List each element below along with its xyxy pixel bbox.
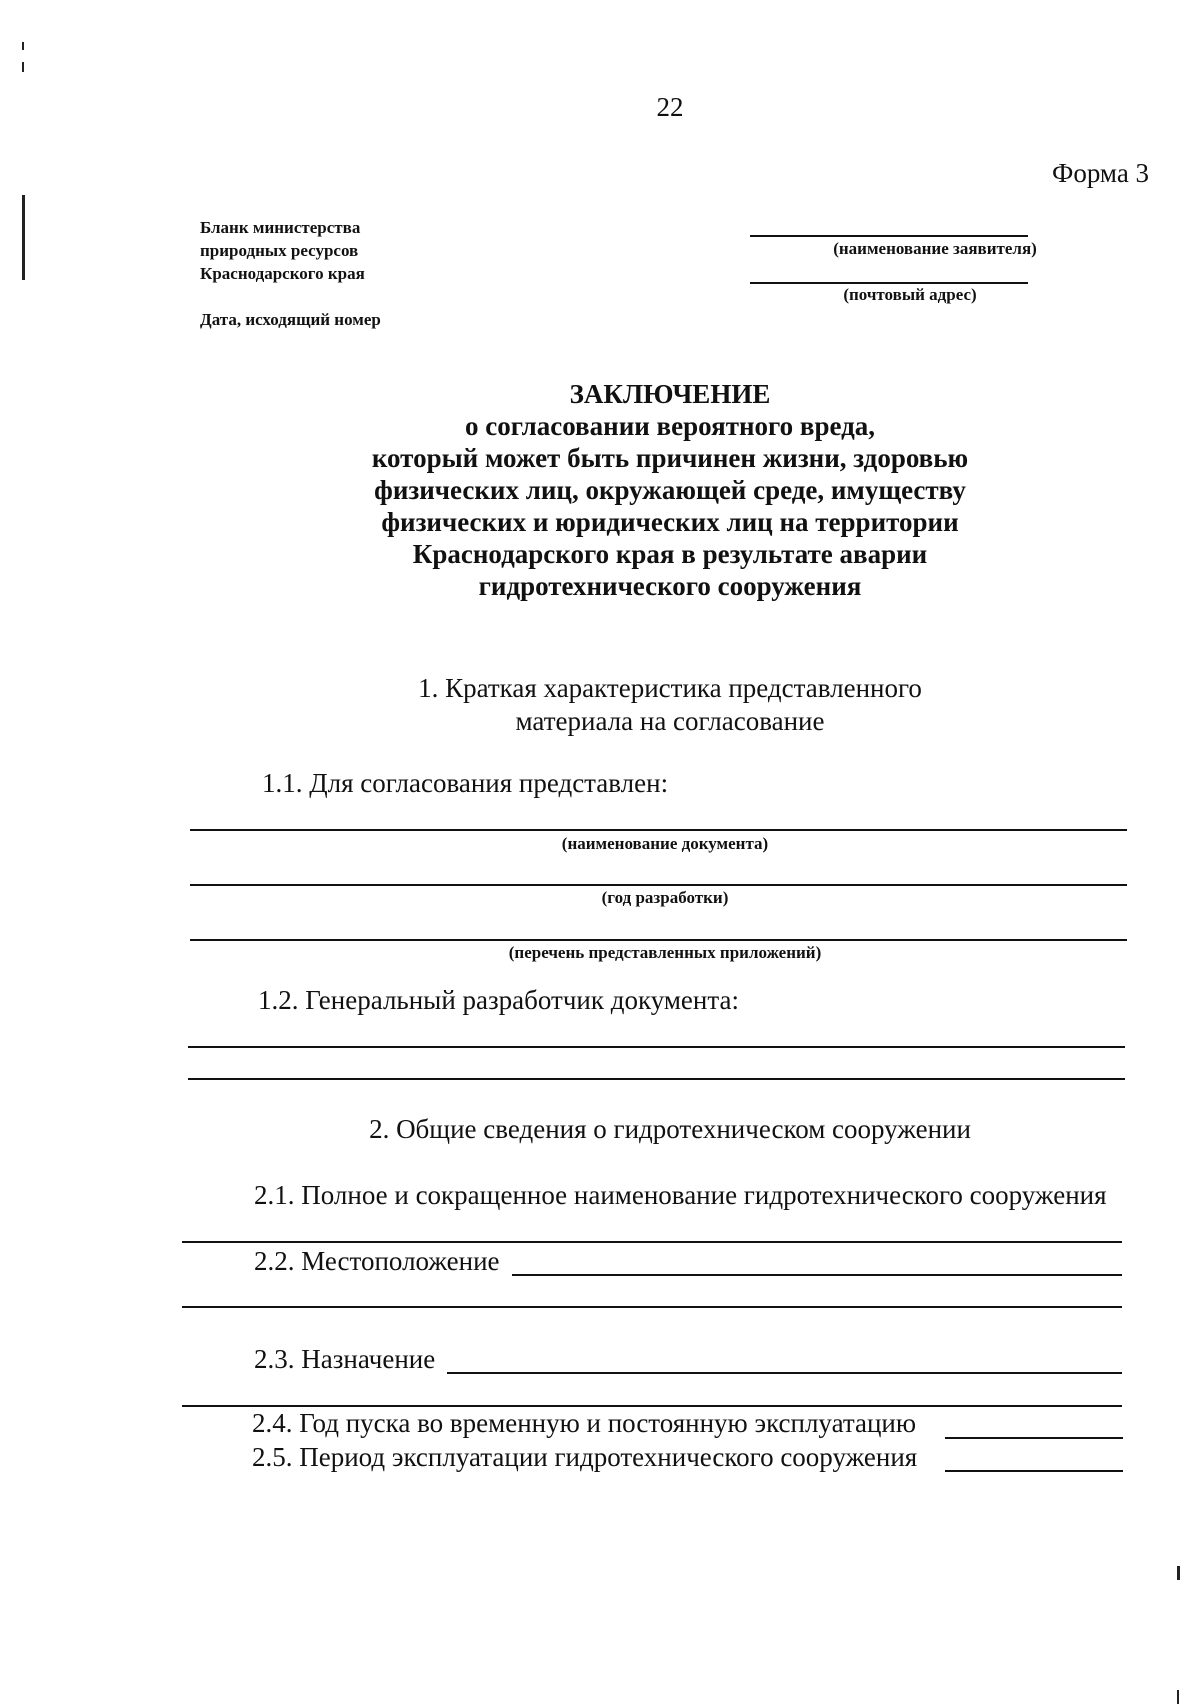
development-year-line xyxy=(190,884,1127,886)
scan-mark-top-left-2 xyxy=(22,62,24,72)
applicant-name-line xyxy=(750,235,1028,237)
developer-line-2 xyxy=(188,1078,1125,1080)
attachments-line xyxy=(190,939,1127,941)
title-line-6: гидротехнического сооружения xyxy=(478,571,862,601)
postal-address-line xyxy=(750,282,1028,284)
operation-period-line xyxy=(945,1470,1123,1472)
section-2-heading: 2. Общие сведения о гидротехническом сооружении xyxy=(369,1114,971,1144)
location-line-2 xyxy=(182,1306,1122,1308)
title-line-1: о согласовании вероятного вреда, xyxy=(464,411,876,441)
applicant-name-caption: (наименование заявителя) xyxy=(833,239,1037,258)
title-line-5: Краснодарского края в результате аварии xyxy=(412,539,928,569)
title-line-3: физических лиц, окружающей среде, имуществу xyxy=(374,475,966,505)
form-label: Форма 3 xyxy=(1052,158,1150,188)
letterhead-line-2: природных ресурсов xyxy=(200,241,359,260)
developer-line-1 xyxy=(188,1046,1125,1048)
item-2-4-label: 2.4. Год пуска во временную и постоянную эксплуатацию xyxy=(252,1408,917,1438)
letterhead-line-1: Бланк министерства xyxy=(200,218,361,237)
development-year-caption: (год разработки) xyxy=(601,888,729,907)
section-1-heading xyxy=(320,672,1020,738)
document-name-line xyxy=(190,829,1127,831)
purpose-line-1 xyxy=(447,1372,1122,1374)
page-number: 22 xyxy=(656,92,684,122)
item-1-1-label: 1.1. Для согласования представлен: xyxy=(262,768,669,798)
section-1-heading-line-1: 1. Краткая характеристика представленного xyxy=(418,673,922,703)
letterhead-line-3: Краснодарского края xyxy=(200,264,365,283)
section-1-heading-line-2: материала на согласование xyxy=(515,706,825,736)
purpose-line-2 xyxy=(182,1405,1122,1407)
scan-mark-left-bar xyxy=(22,195,25,280)
attachments-caption: (перечень представленных приложений) xyxy=(508,943,822,962)
document-title-heading: ЗАКЛЮЧЕНИЕ xyxy=(569,379,771,409)
item-1-2-label: 1.2. Генеральный разработчик документа: xyxy=(258,985,739,1015)
full-name-line xyxy=(182,1241,1122,1243)
location-line-1 xyxy=(512,1274,1122,1276)
item-2-5-label: 2.5. Период эксплуатации гидротехнического сооружения xyxy=(252,1442,918,1472)
title-line-2: который может быть причинен жизни, здоровью xyxy=(371,443,969,473)
date-outgoing-number: Дата, исходящий номер xyxy=(200,310,381,329)
item-2-2-label: 2.2. Местоположение xyxy=(254,1246,500,1276)
scan-mark-top-left-1 xyxy=(22,42,24,50)
scan-mark-right-2 xyxy=(1177,1690,1179,1704)
title-line-4: физических и юридических лиц на территории xyxy=(381,507,959,537)
document-title xyxy=(330,378,1010,602)
scan-mark-right-1 xyxy=(1177,1566,1180,1580)
document-name-caption: (наименование документа) xyxy=(561,834,769,853)
start-year-line xyxy=(945,1437,1123,1439)
item-2-3-label: 2.3. Назначение xyxy=(254,1344,436,1374)
item-2-1-label: 2.1. Полное и сокращенное наименование гидротехнического сооружения xyxy=(254,1180,1107,1210)
postal-address-caption: (почтовый адрес) xyxy=(843,285,977,304)
